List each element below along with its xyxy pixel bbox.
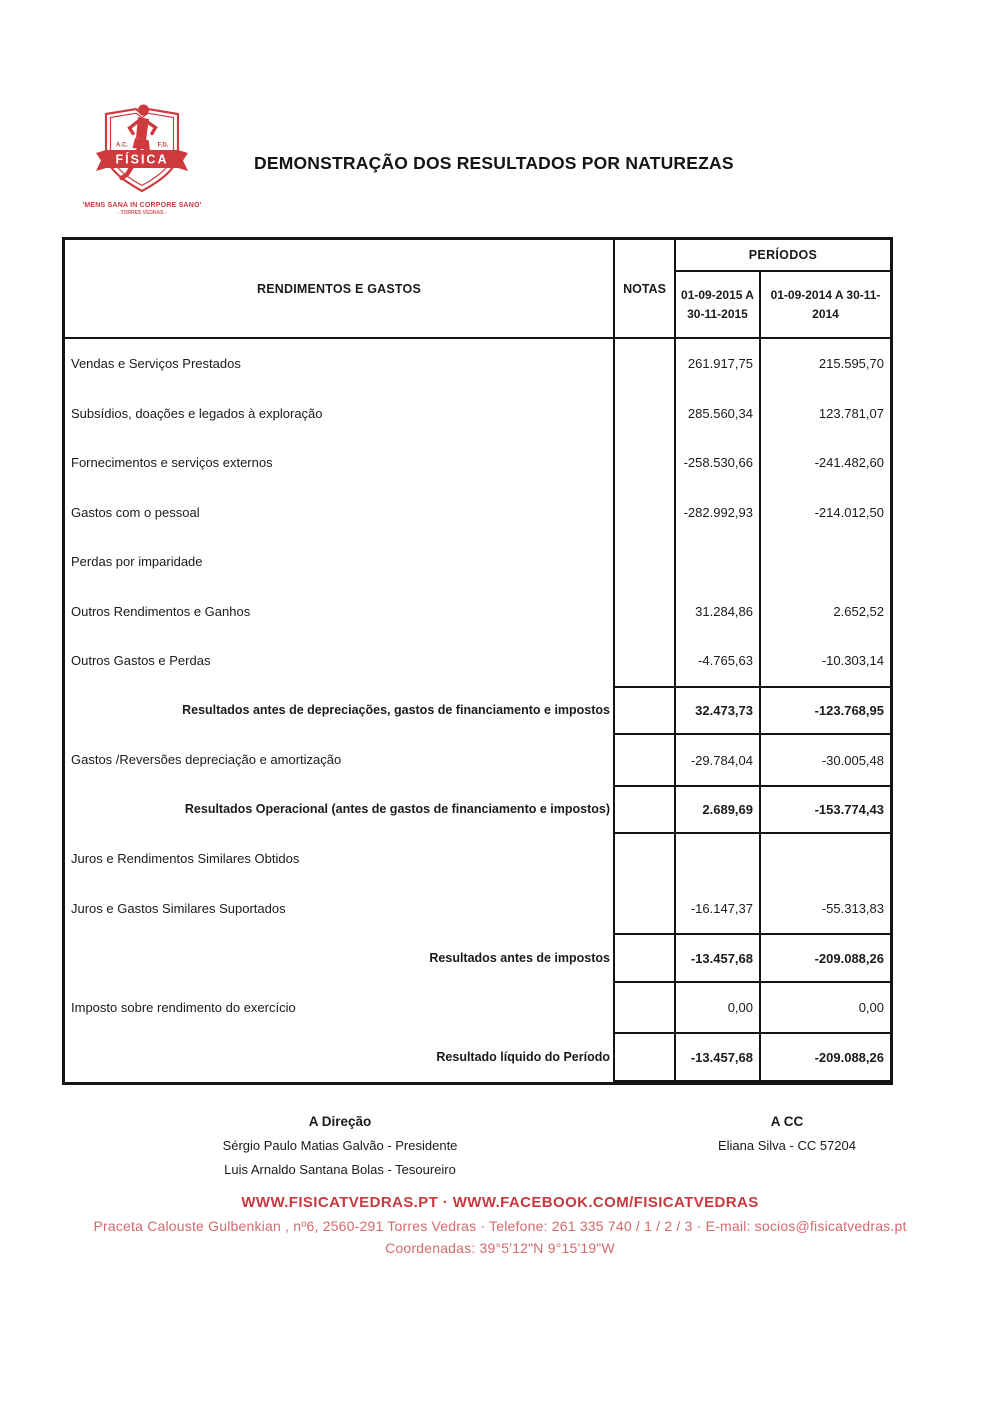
value-2015: -258.530,66 xyxy=(676,438,761,488)
notes-cell xyxy=(615,537,676,587)
table-row xyxy=(65,339,890,389)
logo-banner-text: FÍSICA xyxy=(115,152,169,167)
value-2015: 32.473,73 xyxy=(676,686,761,736)
header-rendimentos-e-gastos: RENDIMENTOS E GASTOS xyxy=(65,240,615,337)
footer-coordinates: Coordenadas: 39°5'12"N 9°15'19"W xyxy=(385,1240,615,1256)
signature-presidente: Sérgio Paulo Matias Galvão - Presidente xyxy=(222,1138,458,1153)
value-2015: 2.689,69 xyxy=(676,785,761,835)
row-label: Imposto sobre rendimento do exercício xyxy=(65,983,615,1033)
value-2014: 2.652,52 xyxy=(833,603,884,619)
value-2014: -30.005,48 xyxy=(821,752,884,768)
logo-initials-right: F.D. xyxy=(157,142,169,149)
table-header xyxy=(65,240,890,339)
value-2015: -16.147,37 xyxy=(676,884,761,934)
notes-cell xyxy=(615,438,676,488)
results-table xyxy=(62,237,893,1085)
value-2015: -4.765,63 xyxy=(676,636,761,686)
value-2014: -209.088,26 xyxy=(761,933,890,983)
header-period-2015: 01-09-2015 A 30-11-2015 xyxy=(676,272,761,337)
page-title: DEMONSTRAÇÃO DOS RESULTADOS POR NATUREZAS xyxy=(254,153,734,173)
header-notas: NOTAS xyxy=(615,240,676,337)
signature-tesoureiro: Luis Arnaldo Santana Bolas - Tesoureiro xyxy=(224,1162,456,1177)
value-2015: 285.560,34 xyxy=(676,389,761,439)
value-2015: 31.284,86 xyxy=(676,587,761,637)
logo-motto: 'MENS SANA IN CORPORE SANO' xyxy=(82,202,202,209)
notes-cell xyxy=(615,389,676,439)
notes-cell xyxy=(615,735,676,785)
notes-cell xyxy=(615,884,676,934)
header-periods-group xyxy=(676,240,890,337)
signature-cc xyxy=(637,1114,937,1162)
value-2015 xyxy=(676,834,761,884)
header-period-dates xyxy=(676,272,890,337)
table-row-subtotal xyxy=(65,785,890,835)
signature-direcao xyxy=(165,1114,515,1186)
notes-cell xyxy=(615,933,676,983)
table-row xyxy=(65,389,890,439)
table-row xyxy=(65,537,890,587)
value-2015 xyxy=(676,537,761,587)
row-label: Resultado líquido do Período xyxy=(65,1032,615,1082)
value-2014: 0,00 xyxy=(858,1000,884,1016)
notes-cell xyxy=(615,488,676,538)
table-row xyxy=(65,884,890,934)
row-label: Subsídios, doações e legados à exploração xyxy=(65,389,615,439)
notes-cell xyxy=(615,1032,676,1082)
notes-cell xyxy=(615,636,676,686)
row-label: Outros Rendimentos e Ganhos xyxy=(65,587,615,637)
value-2015: -29.784,04 xyxy=(676,735,761,785)
notes-cell xyxy=(615,834,676,884)
row-label: Resultados antes de depreciações, gastos de financiamento e impostos xyxy=(65,686,615,736)
notes-cell xyxy=(615,587,676,637)
notes-cell xyxy=(615,686,676,736)
table-row-subtotal xyxy=(65,933,890,983)
row-label: Gastos /Reversões depreciação e amortização xyxy=(65,735,615,785)
value-2014: -55.313,83 xyxy=(821,901,884,917)
runner-crest-icon xyxy=(82,100,202,200)
notes-cell xyxy=(615,785,676,835)
row-label: Vendas e Serviços Prestados xyxy=(65,339,615,389)
table-row xyxy=(65,636,890,686)
value-2015: -13.457,68 xyxy=(676,933,761,983)
header-periodos: PERÍODOS xyxy=(676,240,890,272)
table-row-subtotal xyxy=(65,1032,890,1082)
club-logo xyxy=(62,100,222,216)
signature-contabilista: Eliana Silva - CC 57204 xyxy=(717,1138,857,1153)
value-2015: -13.457,68 xyxy=(676,1032,761,1082)
table-row xyxy=(65,735,890,785)
row-label: Outros Gastos e Perdas xyxy=(65,636,615,686)
row-label: Juros e Rendimentos Similares Obtidos xyxy=(65,834,615,884)
logo-initials-left: A.C. xyxy=(116,142,128,149)
value-2014: -123.768,95 xyxy=(761,686,890,736)
row-label: Fornecimentos e serviços externos xyxy=(65,438,615,488)
table-row-subtotal xyxy=(65,686,890,736)
value-2014: 215.595,70 xyxy=(818,356,884,372)
signature-direcao-title: A Direção xyxy=(308,1114,372,1129)
value-2014: -10.303,14 xyxy=(821,653,884,669)
footer-address-contacts: Praceta Calouste Gulbenkian , nº6, 2560-291 Torres Vedras · Telefone: 261 335 740 / 1 / 2 / 3 · E-mail: socios@fisicatvedras.pt xyxy=(93,1218,907,1234)
value-2015: -282.992,93 xyxy=(676,488,761,538)
row-label: Juros e Gastos Similares Suportados xyxy=(65,884,615,934)
table-row xyxy=(65,488,890,538)
contact-footer xyxy=(0,1194,1000,1262)
row-label: Perdas por imparidade xyxy=(65,537,615,587)
table-row xyxy=(65,834,890,884)
row-label: Resultados Operacional (antes de gastos de financiamento e impostos) xyxy=(65,785,615,835)
table-body xyxy=(65,339,890,1082)
signature-cc-title: A CC xyxy=(770,1114,804,1129)
value-2015: 261.917,75 xyxy=(676,339,761,389)
value-2014 xyxy=(761,834,890,884)
value-2014: -209.088,26 xyxy=(761,1032,890,1082)
header-period-2014: 01-09-2014 A 30-11-2014 xyxy=(770,287,881,321)
value-2015: 0,00 xyxy=(676,983,761,1033)
value-2014: -241.482,60 xyxy=(814,455,884,471)
value-2014: 123.781,07 xyxy=(818,405,884,421)
value-2014 xyxy=(761,537,890,587)
table-row xyxy=(65,438,890,488)
notes-cell xyxy=(615,983,676,1033)
logo-submotto: - TORRES VEDRAS - xyxy=(117,210,167,216)
row-label: Resultados antes de impostos xyxy=(65,933,615,983)
row-label: Gastos com o pessoal xyxy=(65,488,615,538)
table-row xyxy=(65,587,890,637)
table-row xyxy=(65,983,890,1033)
value-2014: -214.012,50 xyxy=(814,504,884,520)
value-2014: -153.774,43 xyxy=(761,785,890,835)
notes-cell xyxy=(615,339,676,389)
footer-websites: WWW.FISICATVEDRAS.PT · WWW.FACEBOOK.COM/FISICATVEDRAS xyxy=(241,1194,759,1211)
